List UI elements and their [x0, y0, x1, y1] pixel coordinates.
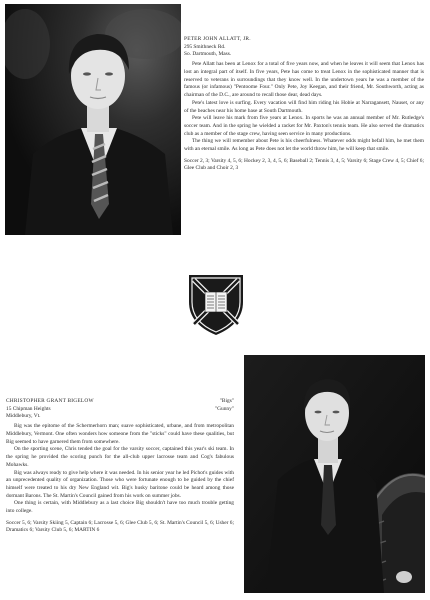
entry-allatt-paragraph-2: Pete's latest love is surfing. Every vacation will find him riding his Hobie at Narragansett, Nauset, or any of the beaches near his home base at South Dartmouth.: [184, 99, 424, 114]
entry-bigelow-nickname-2: "Gunny": [214, 405, 234, 412]
portrait-photo-allatt: [5, 4, 181, 235]
entry-bigelow-address-line-2: Middlebury, Vt.: [6, 412, 41, 419]
entry-bigelow-address-line-1: 15 Chipman Heights: [6, 405, 51, 412]
portrait-bigelow-image: [244, 355, 425, 593]
entry-allatt-paragraph-1: Pete Allatt has been at Lenox for a total of five years now, and when he leaves it will seem that Lenox has lost an integral part of itself. In five years, Pete has come to treat Lenox in the sophisticated manner that is reserved to veterans in surroundings that they know well. In the undertown years he was a member of the famous (or infamous) "Pentoome Four." Only Pete, Joy Keegan, and their friend, Mr. Southworth, acting as chairman of the D.C., are around to recall those dear, dead days.: [184, 61, 424, 99]
entry-bigelow-paragraph-1: Big was the epitome of the Schermerhorn man; suave sophisticated, urbane, and from metropolitan Middlebury, Vermont. One often wonders how someone from the "sticks" could have these qualities, but Big seemed to have garnered them from somewhere.: [6, 423, 234, 445]
entry-allatt-name: PETER JOHN ALLATT, JR.: [184, 36, 251, 42]
school-crest: [186, 272, 246, 338]
entry-bigelow-paragraph-2: On the sporting scene, Chris tended the goal for the varsity soccer, captained this year's ski team. In the spring he provided the scoring punch for the all-club upper lacrosse team and Cog's fabulous Mohawks.: [6, 446, 234, 468]
entry-bigelow-paragraph-4: One thing is certain, with Middlebury as a last choice Big shouldn't have too much trouble getting into college.: [6, 500, 234, 515]
portrait-photo-bigelow: [244, 355, 425, 593]
shield-icon: [186, 272, 246, 338]
entry-allatt-paragraph-4: The thing we will remember about Pete is his cheerfulness. Whatever odds might befall him, he met them with an eternal smile. As long as Pete does not let the world throw him, he will keep that smile.: [184, 138, 424, 153]
entry-allatt-address-line-1: 295 Smithneck Rd.: [184, 43, 226, 50]
entry-bigelow-nickname-1: "Bigs": [219, 398, 234, 404]
entry-bigelow-name: CHRISTOPHER GRANT BIGELOW: [6, 398, 94, 404]
entry-allatt-activities: Soccer 2, 3; Varsity 4, 5, 6; Hockey 2, 3, 4, 5, 6; Baseball 2; Tennis 3, 4, 5; Varsity 6; Stage Crew 4, 5; Chief 6; Glee Club and Choir 2, 3: [184, 157, 424, 172]
entry-bigelow-paragraph-3: Big was always ready to give help where it was needed. In his senior year he led Pichot's guides with an unprecedented quality of organization. Those who were fortunate enough to be guided by the chief himself were treated to his dry New England wit. Big's husky baritone could be heard among those dormant Barons. The St. Martin's Council gained from his work on summer jobs.: [6, 469, 234, 499]
entry-allatt-address-line-2: So. Dartmouth, Mass.: [184, 50, 232, 57]
entry-bigelow: [6, 398, 234, 535]
entry-allatt-paragraph-3: Pete will leave his mark from five years at Lenox. In sports he was an annual member of Mr. Rutledge's soccer team. And in the spring he wielded a racket for Mr. Paxton's tennis team. He also served the dramatics club as a member of the stage crew, having seen service in many productions.: [184, 115, 424, 137]
entry-bigelow-activities: Soccer 5, 6; Varsity Skiing 5, Captain 6; Lacrosse 5, 6; Glee Club 5, 6; St. Martin's Council 5, 6; Usher 6; Dramatics 6; Varsity Club 5, 6; MARTIN 6: [6, 519, 234, 534]
entry-allatt: [184, 36, 424, 173]
portrait-allatt-image: [5, 4, 181, 235]
